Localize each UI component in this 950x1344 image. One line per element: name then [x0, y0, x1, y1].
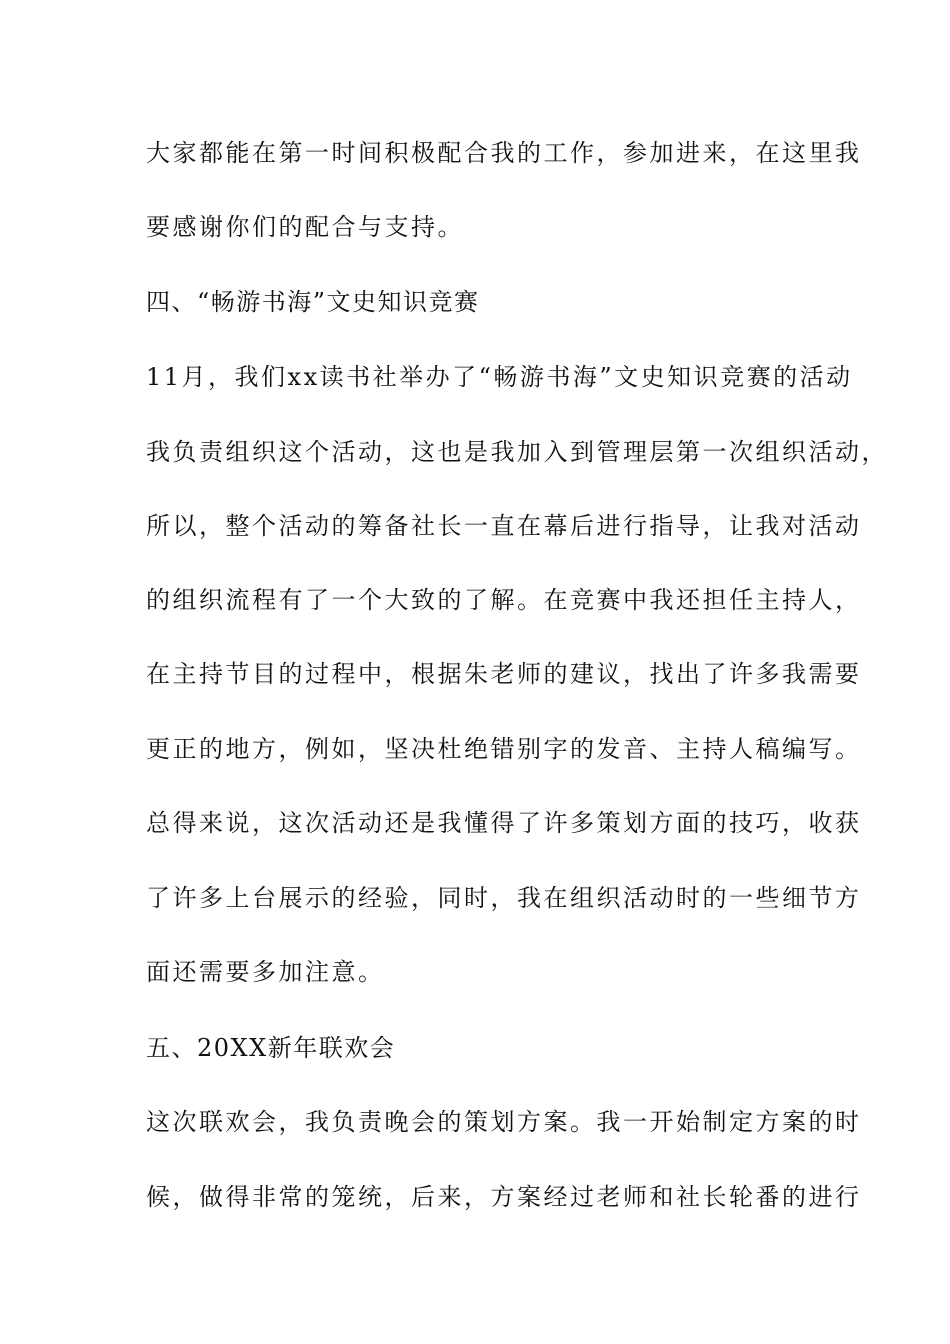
paragraph-line: 面还需要多加注意。 — [146, 958, 385, 986]
paragraph-line: 更正的地方，例如，坚决杜绝错别字的发音、主持人稿编写。 — [146, 735, 862, 763]
paragraph-line: 在主持节目的过程中，根据朱老师的建议，找出了许多我需要 — [146, 660, 862, 688]
paragraph-line: 总得来说，这次活动还是我懂得了许多策划方面的技巧，收获 — [146, 809, 862, 837]
paragraph-line: 我负责组织这个活动，这也是我加入到管理层第一次组织活动， — [146, 438, 888, 466]
paragraph-line: 的组织流程有了一个大致的了解。在竞赛中我还担任主持人， — [146, 586, 862, 614]
paragraph-line: 要感谢你们的配合与支持。 — [146, 213, 464, 241]
section-heading: 五、20XX新年联欢会 — [146, 1034, 396, 1062]
paragraph-line: 了许多上台展示的经验，同时，我在组织活动时的一些细节方 — [146, 884, 862, 912]
paragraph-line: 大家都能在第一时间积极配合我的工作，参加进来，在这里我 — [146, 139, 862, 167]
paragraph-line: 这次联欢会，我负责晚会的策划方案。我一开始制定方案的时 — [146, 1108, 862, 1136]
section-heading: 四、“畅游书海”文史知识竞赛 — [146, 288, 480, 316]
paragraph-line: 11月，我们xx读书社举办了“畅游书海”文史知识竞赛的活动 — [146, 363, 853, 391]
paragraph-line: 候，做得非常的笼统，后来，方案经过老师和社长轮番的进行 — [146, 1183, 862, 1211]
paragraph-line: 所以，整个活动的筹备社长一直在幕后进行指导，让我对活动 — [146, 512, 862, 540]
